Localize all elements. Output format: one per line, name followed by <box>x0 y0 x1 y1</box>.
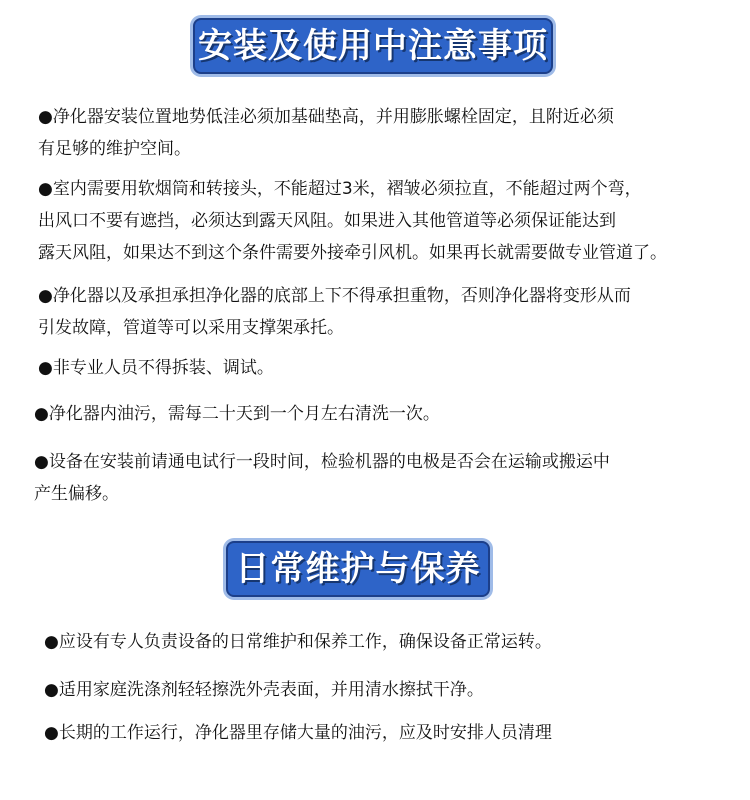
note-line: 出风口不要有遮挡，必须达到露天风阻。如果进入其他管道等必须保证能达到 <box>38 211 616 231</box>
note-line: 产生偏移。 <box>34 484 119 504</box>
note-line: ●净化器内油污，需每二十天到一个月左右清洗一次。 <box>34 404 440 424</box>
note-line: ●应设有专人负责设备的日常维护和保养工作，确保设备正常运转。 <box>44 632 552 652</box>
note-line: 引发故障，管道等可以采用支撑架承托。 <box>38 318 344 338</box>
section-title-maintenance: 日常维护与保养 <box>226 541 490 597</box>
note-line: ●适用家庭洗涤剂轻轻擦洗外壳表面，并用清水擦拭干净。 <box>44 680 484 700</box>
note-line: ●非专业人员不得拆装、调试。 <box>38 358 274 378</box>
note-item-1 <box>38 101 614 165</box>
note-item-3 <box>38 280 631 344</box>
note-line: ●净化器以及承担承担净化器的底部上下不得承担重物，否则净化器将变形从而 <box>38 286 631 306</box>
note-line: 露天风阻，如果达不到这个条件需要外接牵引风机。如果再长就需要做专业管道了。 <box>38 243 667 263</box>
note-line: ●长期的工作运行，净化器里存储大量的油污，应及时安排人员清理 <box>44 723 552 743</box>
note-item-6 <box>34 446 610 510</box>
maintenance-item-1 <box>44 626 552 658</box>
section-title-installation: 安装及使用中注意事项 <box>193 18 553 74</box>
note-line: ●室内需要用软烟筒和转接头，不能超过3米，褶皱必须拉直，不能超过两个弯， <box>38 179 642 199</box>
note-item-2 <box>38 173 667 269</box>
note-item-4 <box>38 352 274 384</box>
note-line: ●设备在安装前请通电试行一段时间，检验机器的电极是否会在运输或搬运中 <box>34 452 610 472</box>
note-line: 有足够的维护空间。 <box>38 139 191 159</box>
maintenance-item-2 <box>44 674 484 706</box>
maintenance-item-3 <box>44 717 552 749</box>
note-item-5 <box>34 398 440 430</box>
note-line: ●净化器安装位置地势低洼必须加基础垫高，并用膨胀螺栓固定，且附近必须 <box>38 107 614 127</box>
